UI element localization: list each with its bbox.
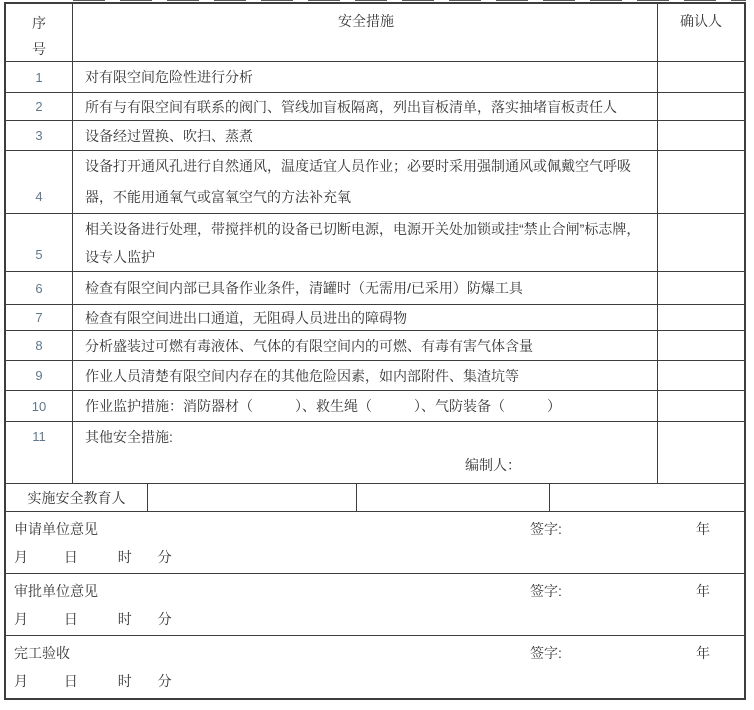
row-number: 8 [6, 331, 73, 360]
month-label: 月 [14, 611, 28, 627]
educator-fill-cell[interactable] [550, 484, 744, 511]
header-col-no [6, 4, 73, 61]
section-sign-line [6, 639, 744, 667]
measure-text: 检查有限空间进出口通道，无阻碍人员进出的障碍物 [73, 305, 658, 330]
table-row [6, 305, 744, 331]
row-number: 11 [6, 422, 73, 483]
table-row [6, 62, 744, 93]
measure-text: 对有限空间危险性进行分析 [73, 62, 658, 92]
table-row [6, 121, 744, 151]
section-sign-line [6, 515, 744, 543]
row-number: 7 [6, 305, 73, 330]
day-label: 日 [63, 611, 78, 627]
day-label: 日 [63, 549, 78, 565]
section-title: 完工验收 [14, 645, 70, 661]
other-measures-label: 其他安全措施: [85, 429, 173, 445]
educator-row [6, 484, 744, 512]
measure-text: 分析盛装过可燃有毒液体、气体的有限空间内的可燃、有毒有害气体含量 [73, 331, 658, 360]
header-col-confirm: 确认人 [680, 13, 722, 29]
row-number: 9 [6, 361, 73, 390]
minute-label: 分 [157, 673, 172, 689]
measure-text: 作业监护措施：消防器材（ ）、救生绳（ ）、气防装备（ ） [73, 391, 658, 421]
row-number: 6 [6, 272, 73, 304]
maker-label: 编制人： [465, 457, 521, 473]
measure-text: 所有与有限空间有联系的阀门、管线加盲板隔离，列出盲板清单，落实抽堵盲板责任人 [73, 93, 658, 120]
table-row [6, 331, 744, 361]
row-number: 1 [6, 62, 73, 92]
educator-label: 实施安全教育人 [6, 484, 148, 511]
confirm-cell[interactable] [658, 422, 744, 483]
section-completion-acceptance [6, 636, 744, 698]
confirm-cell[interactable] [658, 331, 744, 360]
section-title: 申请单位意见 [14, 521, 98, 537]
signature-label: 签字: [530, 521, 562, 537]
section-sign-line [6, 577, 744, 605]
measure-text [73, 422, 658, 483]
row-number: 3 [6, 121, 73, 150]
minute-label: 分 [157, 549, 172, 565]
confirm-cell[interactable] [658, 305, 744, 330]
measure-text: 检查有限空间内部已具备作业条件，清罐时（无需用/已采用）防爆工具 [73, 272, 658, 304]
cropped-top-border [73, 0, 746, 1]
confirm-cell[interactable] [658, 93, 744, 120]
hour-label: 时 [117, 673, 132, 689]
month-label: 月 [14, 549, 28, 565]
confirm-cell[interactable] [658, 121, 744, 150]
table-row [6, 93, 744, 121]
section-applicant-opinion [6, 512, 744, 574]
table-row [6, 214, 744, 272]
hour-label: 时 [117, 549, 132, 565]
confirm-cell[interactable] [658, 361, 744, 390]
row-number: 4 [6, 151, 73, 213]
safety-measures-table [4, 2, 746, 700]
row-number: 2 [6, 93, 73, 120]
day-label: 日 [63, 673, 78, 689]
signature-label: 签字: [530, 645, 562, 661]
educator-fill-cell[interactable] [148, 484, 357, 511]
table-row [6, 391, 744, 422]
year-label: 年 [696, 583, 710, 599]
table-row [6, 422, 744, 484]
row-number: 10 [6, 391, 73, 421]
measure-text: 设备经过置换、吹扫、蒸煮 [73, 121, 658, 150]
table-header-row [6, 4, 744, 62]
header-col-measure: 安全措施 [73, 4, 658, 61]
year-label: 年 [696, 521, 710, 537]
header-no-line1: 序 [32, 15, 46, 31]
header-no-line2: 号 [32, 41, 46, 57]
measure-text: 作业人员清楚有限空间内存在的其他危险因素，如内部附件、集渣坑等 [73, 361, 658, 390]
section-date-line [6, 605, 744, 633]
measure-text: 设备打开通风孔进行自然通风，温度适宜人员作业；必要时采用强制通风或佩戴空气呼吸器，不能用通氧气或富氧空气的方法补充氧 [73, 151, 658, 213]
hour-label: 时 [117, 611, 132, 627]
confirm-cell[interactable] [658, 272, 744, 304]
table-row [6, 361, 744, 391]
confirm-cell[interactable] [658, 214, 744, 271]
month-label: 月 [14, 673, 28, 689]
confirm-cell[interactable] [658, 62, 744, 92]
section-date-line [6, 667, 744, 695]
year-label: 年 [696, 645, 710, 661]
confirm-cell[interactable] [658, 391, 744, 421]
section-title: 审批单位意见 [14, 583, 98, 599]
educator-fill-cell[interactable] [357, 484, 550, 511]
confirm-cell[interactable] [658, 151, 744, 213]
row-number: 5 [6, 214, 73, 271]
measure-text: 相关设备进行处理，带搅拌机的设备已切断电源，电源开关处加锁或挂“禁止合闸”标志牌，设专人监护 [73, 214, 658, 271]
table-row [6, 151, 744, 214]
section-approval-opinion [6, 574, 744, 636]
table-row [6, 272, 744, 305]
minute-label: 分 [157, 611, 172, 627]
signature-label: 签字: [530, 583, 562, 599]
section-date-line [6, 543, 744, 571]
